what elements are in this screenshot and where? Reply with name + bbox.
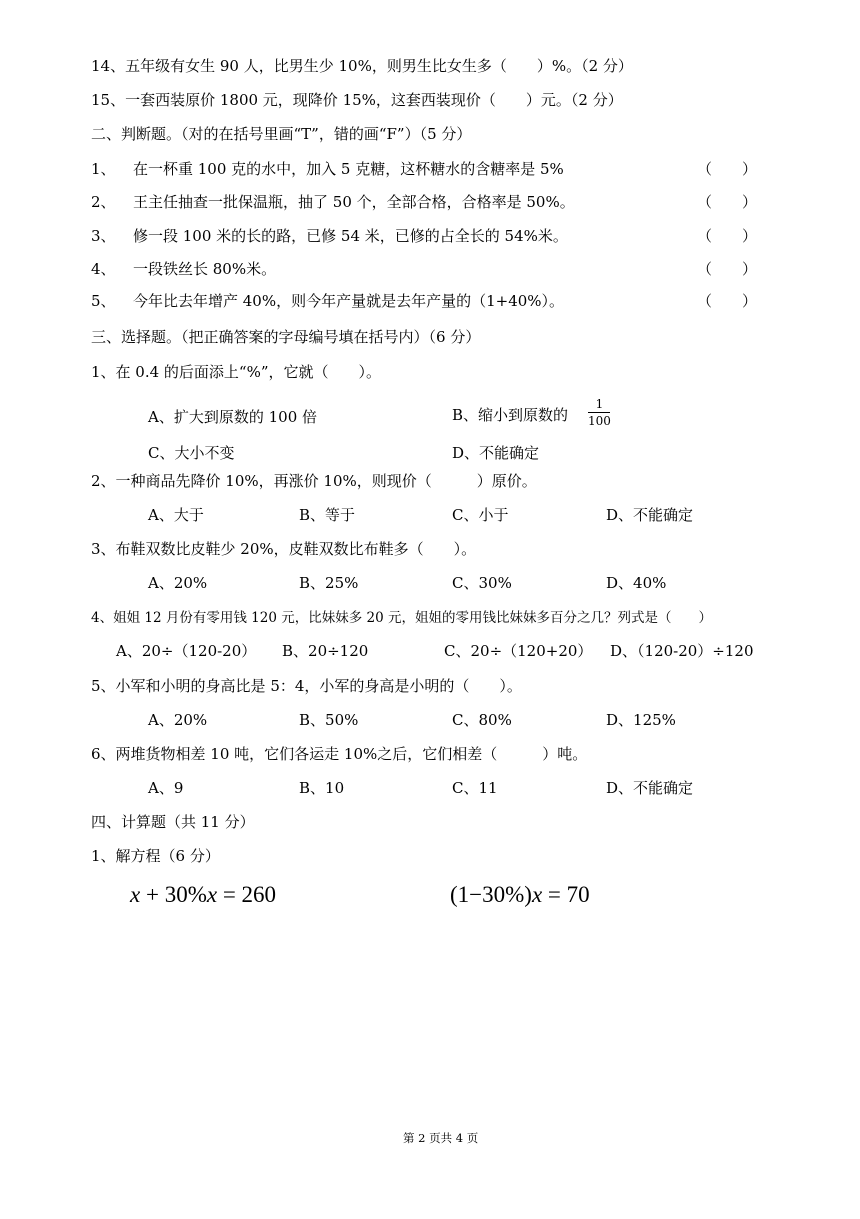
judge-item-5-answer-blank[interactable]: （ ） [697,292,758,310]
choice-q2-option-b[interactable]: B、等于 [299,506,356,524]
choice-q3-option-d[interactable]: D、40% [606,574,667,592]
equation-1-term: + 30% [140,882,207,907]
equation-1-var-2: x [206,882,218,907]
choice-q1-stem: 1、在 0.4 的后面添上“%”，它就（ ）。 [91,363,382,381]
choice-q5-option-a[interactable]: A、20% [148,711,208,729]
choice-q1-option-c[interactable]: C、大小不变 [148,444,235,462]
judge-item-2-num: 2、 [91,193,116,211]
choice-q6-stem: 6、两堆货物相差 10 吨，它们各运走 10%之后，它们相差（ ）吨。 [91,745,588,763]
choice-q5-option-d[interactable]: D、125% [606,711,676,729]
choice-q4-option-d[interactable]: D、（120-20）÷120 [610,642,754,660]
choice-q3-option-c[interactable]: C、30% [452,574,512,592]
choice-q1-option-d[interactable]: D、不能确定 [452,444,540,462]
calc-section-title: 四、计算题（共 11 分） [91,813,255,831]
equation-2-rhs: = 70 [542,882,590,907]
choice-section-title: 三、选择题。（把正确答案的字母编号填在括号内）（6 分） [91,328,481,346]
judge-item-4-num: 4、 [91,260,116,278]
choice-q1-option-b[interactable]: B、缩小到原数的 [452,406,569,424]
calc-sub-title-equations: 1、解方程（6 分） [91,847,220,865]
equation-1 [130,881,276,909]
fraction-one-hundredth [588,397,611,428]
judge-item-3-num: 3、 [91,227,116,245]
choice-q3-stem: 3、布鞋双数比皮鞋少 20%，皮鞋双数比布鞋多（ ）。 [91,540,477,558]
choice-q4-option-b[interactable]: B、20÷120 [282,642,369,660]
choice-q5-option-c[interactable]: C、80% [452,711,512,729]
choice-q1-option-a[interactable]: A、扩大到原数的 100 倍 [148,408,317,426]
judge-item-2-text: 王主任抽查一批保温瓶，抽了 50 个，全部合格，合格率是 50%。 [133,193,575,211]
question-14: 14、五年级有女生 90 人，比男生少 10%，则男生比女生多（ ）%。（2 分） [91,57,633,75]
choice-q6-option-d[interactable]: D、不能确定 [606,779,694,797]
judge-item-1-num: 1、 [91,160,116,178]
fraction-numerator: 1 [595,397,604,411]
choice-q3-option-a[interactable]: A、20% [148,574,208,592]
judge-item-3-text: 修一段 100 米的长的路，已修 54 米，已修的占全长的 54%米。 [133,227,568,245]
equation-1-var: x [130,882,141,907]
judge-item-1-answer-blank[interactable]: （ ） [697,160,758,178]
equation-1-rhs: = 260 [217,882,277,907]
judge-item-2-answer-blank[interactable]: （ ） [697,193,758,211]
choice-q2-option-d[interactable]: D、不能确定 [606,506,694,524]
choice-q6-option-a[interactable]: A、9 [148,779,184,797]
judge-item-1-text: 在一杯重 100 克的水中，加入 5 克糖，这杯糖水的含糖率是 5% [133,160,564,178]
page-number-footer: 第 2 页共 4 页 [403,1131,479,1145]
fraction-bar [588,412,610,413]
choice-q5-stem: 5、小军和小明的身高比是 5：4，小军的身高是小明的（ ）。 [91,677,522,695]
choice-q2-stem: 2、一种商品先降价 10%，再涨价 10%，则现价（ ）原价。 [91,472,537,490]
question-15: 15、一套西装原价 1800 元，现降价 15%，这套西装现价（ ）元。（2 分） [91,91,623,109]
judge-item-5-text: 今年比去年增产 40%，则今年产量就是去年产量的（1+40%）。 [133,292,565,310]
choice-q5-option-b[interactable]: B、50% [299,711,359,729]
choice-q4-option-a[interactable]: A、20÷（120-20） [116,642,257,660]
equation-2-var: x [531,882,543,907]
fraction-denominator: 100 [588,414,611,428]
judge-item-5-num: 5、 [91,292,116,310]
judge-item-4-answer-blank[interactable]: （ ） [697,260,758,278]
choice-q3-option-b[interactable]: B、25% [299,574,359,592]
choice-q4-stem: 4、姐姐 12 月份有零用钱 120 元，比妹妹多 20 元，姐姐的零用钱比妹妹多百分之几？列式是（ ） [91,610,712,626]
choice-q2-option-a[interactable]: A、大于 [148,506,204,524]
equation-2 [450,881,590,909]
judge-section-title: 二、判断题。（对的在括号里画“T”，错的画“F”）（5 分） [91,125,472,143]
choice-q2-option-c[interactable]: C、小于 [452,506,509,524]
choice-q6-option-c[interactable]: C、11 [452,779,498,797]
equation-2-factor: (1−30%) [450,882,532,907]
judge-item-4-text: 一段铁丝长 80%米。 [133,260,277,278]
judge-item-3-answer-blank[interactable]: （ ） [697,227,758,245]
choice-q6-option-b[interactable]: B、10 [299,779,345,797]
choice-q4-option-c[interactable]: C、20÷（120+20） [444,642,593,660]
